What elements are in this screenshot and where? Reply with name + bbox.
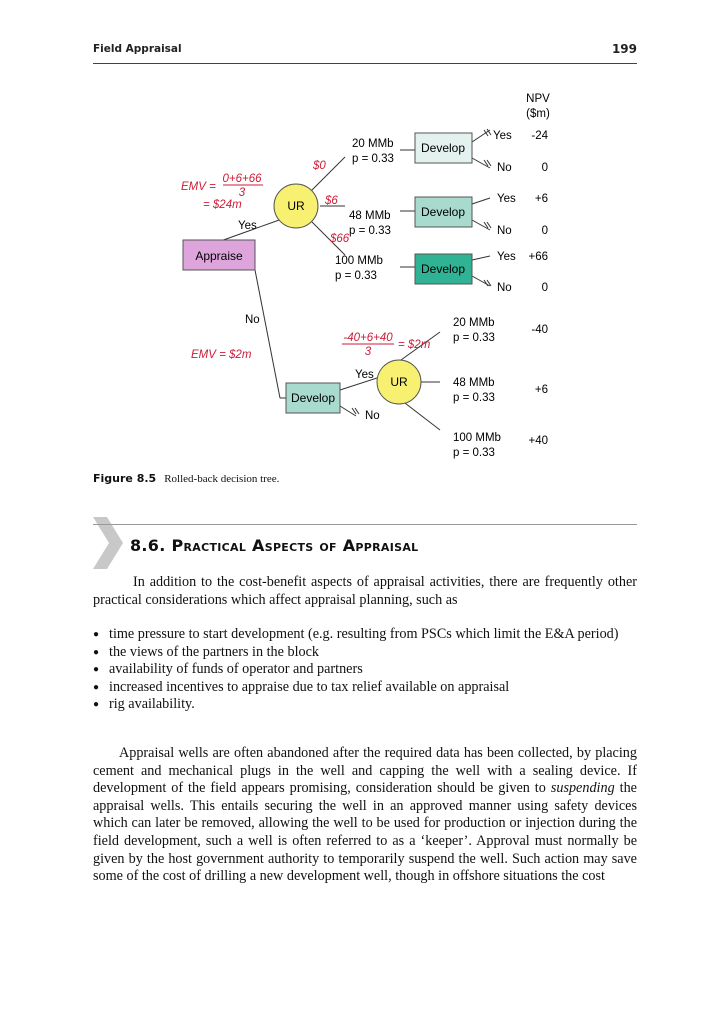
emv-lower-numerator: -40+6+40 xyxy=(343,332,393,344)
top-outcome-2-mmb: 48 MMb xyxy=(349,210,391,222)
develop-label-bottom: Develop xyxy=(290,391,336,405)
bottom-outcome-3-mmb: 100 MMb xyxy=(453,432,501,444)
npv-bottom-3: +40 xyxy=(528,435,548,447)
emv-top-prefix: EMV = xyxy=(181,181,216,193)
develop-label-2: Develop xyxy=(420,205,466,219)
npv-top-1-yes: -24 xyxy=(531,130,548,142)
page-number: 199 xyxy=(611,42,637,56)
emv-top-numerator: 0+6+66 xyxy=(222,173,262,185)
top-no-3: No xyxy=(497,282,512,294)
emv-lower-denominator: 3 xyxy=(364,346,372,358)
npv-top-2-yes: +6 xyxy=(534,193,548,205)
paragraph-suspension-emphasis: suspending xyxy=(550,780,615,797)
top-outcome-3-p: p = 0.33 xyxy=(335,270,377,282)
top-outcome-1-p: p = 0.33 xyxy=(352,153,394,165)
section-heading xyxy=(130,536,418,555)
appraise-no-label: No xyxy=(245,314,260,326)
list-item: ● the views of the partners in the block xyxy=(93,644,637,662)
branch-value-3: $66 xyxy=(330,233,350,245)
top-yes-2: Yes xyxy=(497,193,516,205)
list-item: ● increased incentives to appraise due to tax relief available on appraisal xyxy=(93,679,637,697)
figure-caption xyxy=(93,472,279,485)
list-item: ● rig availability. xyxy=(93,696,637,714)
bottom-outcome-1-p: p = 0.33 xyxy=(453,332,495,344)
paragraph-suspension-part1: Appraisal wells are often abandoned after the required data has been collected, by placing cement and mechanical plugs in the well and capping the well with a sealing device. If development of the field appears promising, consideration should be given to xyxy=(93,745,637,797)
top-outcome-1-mmb: 20 MMb xyxy=(352,138,394,150)
npv-bottom-1: -40 xyxy=(531,324,548,336)
section-title: Practical Aspects of Appraisal xyxy=(171,536,419,555)
npv-header-line1: NPV xyxy=(526,93,550,105)
emv-bottom: EMV = $2m xyxy=(191,349,252,361)
figure-caption-label: Figure 8.5 xyxy=(93,472,157,485)
npv-top-2-no: 0 xyxy=(541,225,548,237)
branch-value-1: $0 xyxy=(313,160,326,172)
ur-label-top: UR xyxy=(287,199,305,213)
running-head: Field Appraisal xyxy=(93,43,182,55)
bottom-outcome-2-p: p = 0.33 xyxy=(453,392,495,404)
figure-caption-text: Rolled-back decision tree. xyxy=(164,473,280,485)
bottom-no-label: No xyxy=(365,410,380,422)
branch-value-2: $6 xyxy=(325,195,338,207)
top-no-2: No xyxy=(497,225,512,237)
top-no-1: No xyxy=(497,162,512,174)
develop-label-1: Develop xyxy=(420,141,466,155)
emv-lower-result: = $2m xyxy=(398,339,431,351)
npv-top-1-no: 0 xyxy=(541,162,548,174)
paragraph-suspension xyxy=(93,745,637,886)
list-item: ● time pressure to start development (e.g. resulting from PSCs which limit the E&A period) xyxy=(93,626,637,644)
list-item: ● availability of funds of operator and partners xyxy=(93,661,637,679)
develop-label-3: Develop xyxy=(420,262,466,276)
decision-tree-figure xyxy=(0,80,703,470)
top-yes-1: Yes xyxy=(493,130,512,142)
npv-top-3-no: 0 xyxy=(541,282,548,294)
ur-label-bottom: UR xyxy=(390,375,408,389)
section-rule xyxy=(93,524,637,525)
bottom-outcome-3-p: p = 0.33 xyxy=(453,447,495,459)
appraise-yes-label: Yes xyxy=(238,220,257,232)
considerations-list xyxy=(93,626,637,714)
npv-top-3-yes: +66 xyxy=(528,251,548,263)
section-number: 8.6. xyxy=(130,536,166,555)
top-yes-3: Yes xyxy=(497,251,516,263)
emv-top-denominator: 3 xyxy=(238,187,246,199)
header-rule xyxy=(93,63,637,64)
emv-top-result: = $24m xyxy=(203,199,242,211)
top-outcome-3-mmb: 100 MMb xyxy=(335,255,383,267)
paragraph-intro: In addition to the cost-benefit aspects of appraisal activities, there are frequently other practical considerations which affect appraisal planning, such as xyxy=(93,574,637,608)
top-outcome-2-p: p = 0.33 xyxy=(349,225,391,237)
appraise-label: Appraise xyxy=(195,249,243,263)
bottom-outcome-1-mmb: 20 MMb xyxy=(453,317,495,329)
paragraph-suspension-part2: the appraisal wells. This entails securing the well in an approved manner using safety devices which can later be removed, allowing the well to be used for production or injection during the field development, such a well is often referred to as a ‘keeper’. Approval must normally be given by the host government authority to temporarily suspend the well. Such action may save some of the cost of drilling a new development well, though in offshore situations the cost xyxy=(93,780,637,885)
npv-bottom-2: +6 xyxy=(534,384,548,396)
bottom-yes-label: Yes xyxy=(355,369,374,381)
bottom-outcome-2-mmb: 48 MMb xyxy=(453,377,495,389)
npv-header-line2: ($m) xyxy=(526,108,550,120)
